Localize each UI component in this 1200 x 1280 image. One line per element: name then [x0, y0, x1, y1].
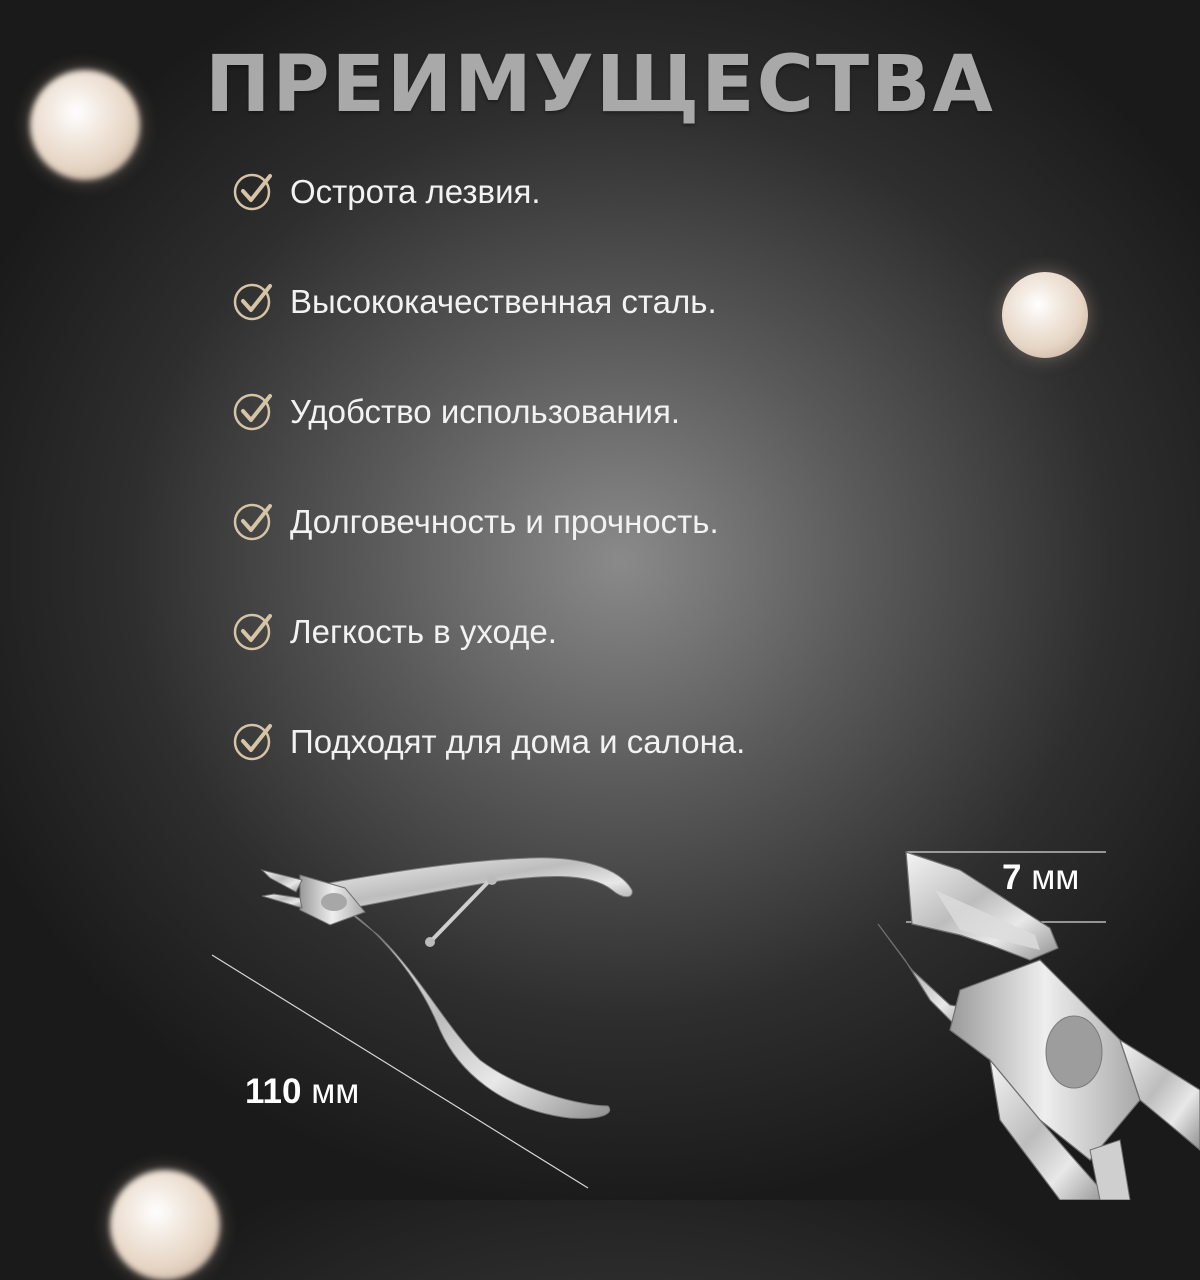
length-unit: мм: [311, 1072, 360, 1111]
blade-value: 7: [1002, 858, 1022, 897]
benefit-text: Удобство использования.: [290, 393, 681, 430]
benefit-text: Острота лезвия.: [290, 173, 541, 210]
blade-unit: мм: [1031, 858, 1080, 897]
benefit-text: Долговечность и прочность.: [290, 503, 719, 540]
cuticle-nipper-closeup: [878, 852, 1200, 1200]
length-dimension-label: [245, 1072, 359, 1112]
blade-dimension-label: [1002, 858, 1079, 898]
benefit-text: Высококачественная сталь.: [290, 283, 717, 320]
length-value: 110: [245, 1072, 302, 1111]
benefit-text: Подходят для дома и салона.: [290, 723, 746, 760]
page-title: ПРЕИМУЩЕСТВА: [205, 40, 995, 130]
benefit-text: Легкость в уходе.: [290, 613, 557, 650]
